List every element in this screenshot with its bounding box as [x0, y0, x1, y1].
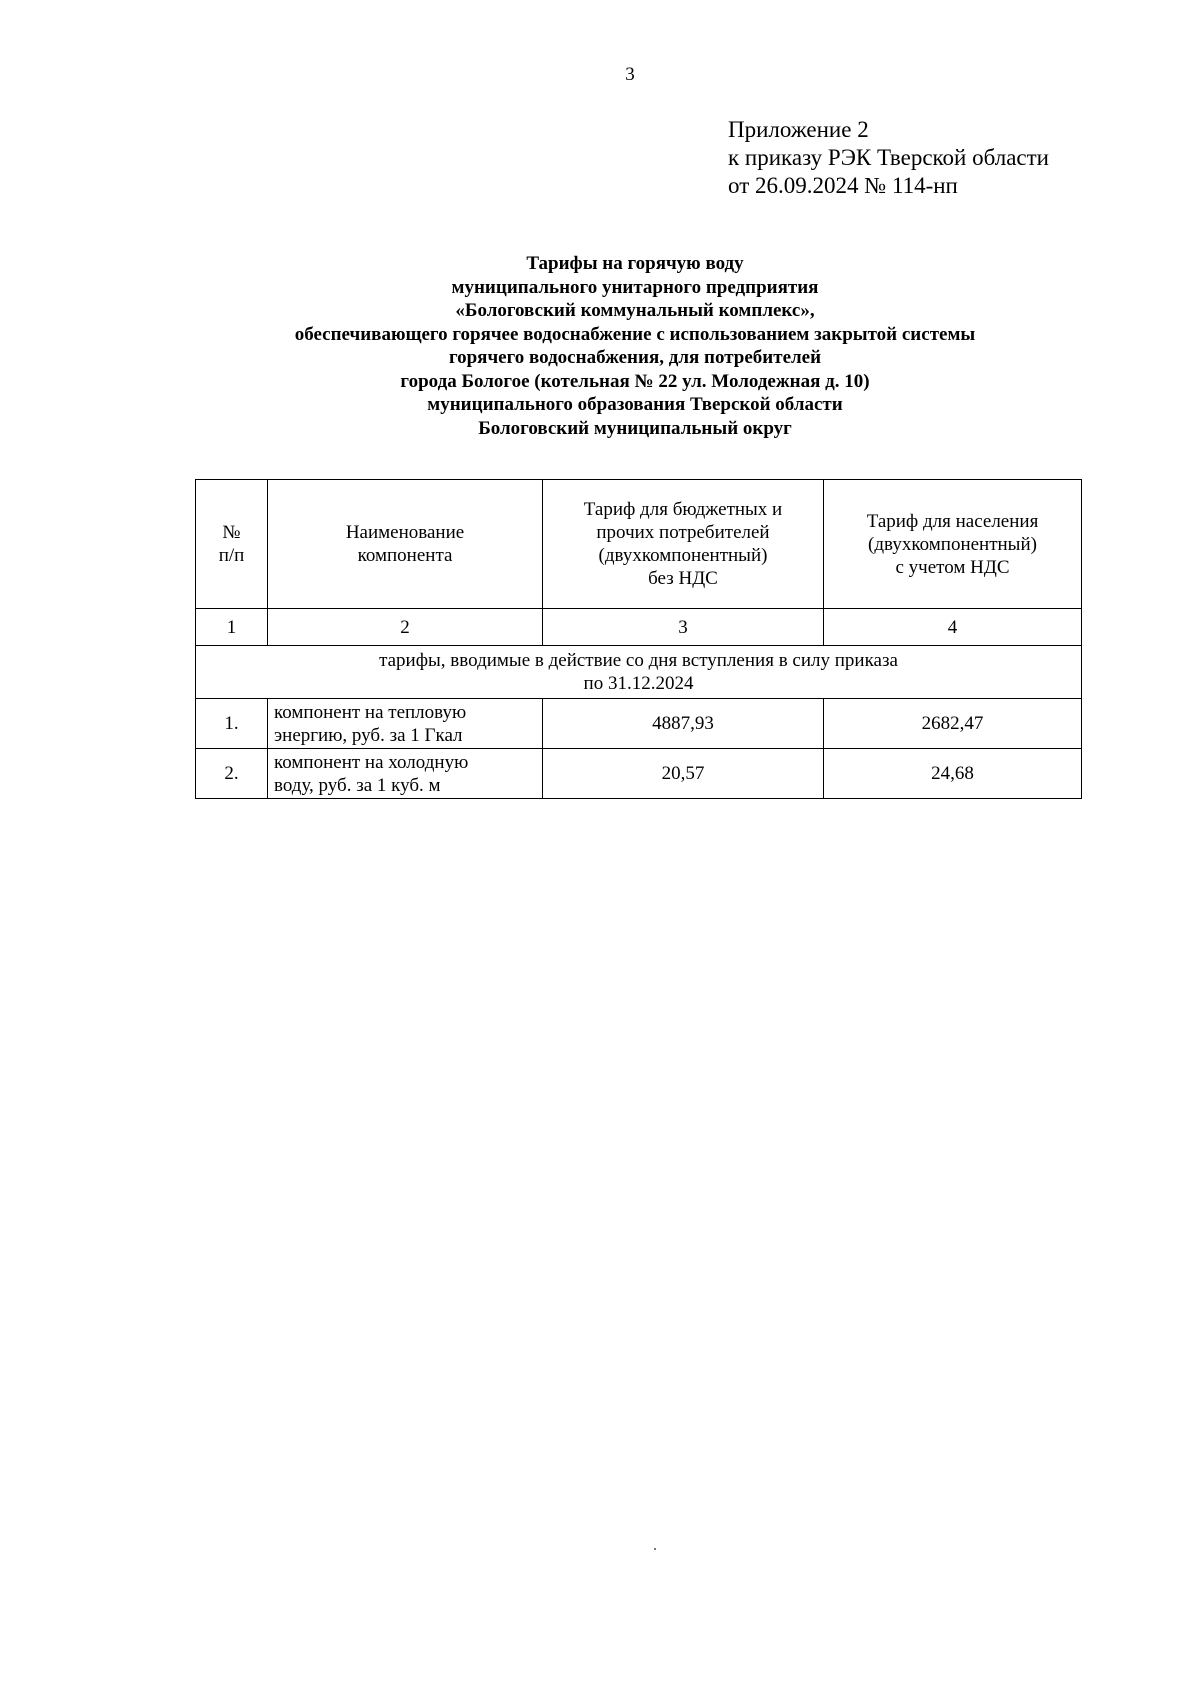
tariff-budget-value: 4887,93 — [543, 699, 824, 749]
header-num — [196, 480, 268, 609]
tariff-population-value: 2682,47 — [824, 699, 1082, 749]
header-text: Наименование — [345, 522, 465, 543]
header-text: с учетом НДС — [895, 556, 1010, 578]
component-name-text: энергию, руб. за 1 Гкал — [274, 724, 463, 746]
section-text: по 31.12.2024 — [583, 673, 694, 694]
column-number: 4 — [824, 609, 1082, 646]
component-name-text: компонент на тепловую — [274, 701, 467, 723]
column-number: 3 — [543, 609, 824, 646]
component-name — [268, 699, 543, 749]
component-name-text: воду, руб. за 1 куб. м — [274, 774, 441, 796]
column-number-row — [196, 609, 1082, 646]
header-name — [268, 480, 543, 609]
section-row — [196, 646, 1082, 699]
title-line: муниципального образования Тверской области — [427, 394, 843, 415]
document-title — [140, 252, 1130, 440]
section-text: тарифы, вводимые в действие со дня вступления в силу приказа — [379, 650, 898, 671]
header-tariff-population — [824, 480, 1082, 609]
tariff-table — [195, 479, 1082, 799]
appendix-reference — [728, 116, 1049, 200]
title-line: Бологовский муниципальный округ — [478, 417, 792, 439]
row-number: 2. — [196, 749, 268, 799]
component-name — [268, 749, 543, 799]
header-text: Тариф для населения — [866, 510, 1039, 532]
tariff-budget-value: 20,57 — [543, 749, 824, 799]
column-number: 1 — [196, 609, 268, 646]
tariff-population-value: 24,68 — [824, 749, 1082, 799]
appendix-line: Приложение 2 — [728, 117, 869, 142]
scan-artifact-dot — [654, 1548, 656, 1550]
page-number: 3 — [625, 64, 635, 85]
title-line: города Бологое (котельная № 22 ул. Молодежная д. 10) — [400, 370, 870, 392]
header-text: (двухкомпонентный) — [598, 545, 768, 566]
header-tariff-budget — [543, 480, 824, 609]
header-text: Тариф для бюджетных и — [583, 499, 783, 520]
header-text: № — [222, 522, 241, 543]
header-text: п/п — [218, 545, 245, 566]
column-number: 2 — [268, 609, 543, 646]
component-name-text: компонент на холодную — [274, 751, 469, 773]
appendix-line: от 26.09.2024 № 114-нп — [728, 173, 958, 198]
title-line: Тарифы на горячую воду — [526, 253, 744, 274]
title-line: муниципального унитарного предприятия — [451, 276, 819, 298]
header-text: (двухкомпонентный) — [868, 533, 1037, 555]
table-header-row — [196, 480, 1082, 609]
section-heading — [196, 646, 1082, 699]
appendix-line: к приказу РЭК Тверской области — [728, 145, 1049, 170]
header-text: компонента — [357, 545, 453, 566]
title-line: «Бологовский коммунальный комплекс», — [455, 300, 815, 321]
table-row — [196, 749, 1082, 799]
title-line: горячего водоснабжения, для потребителей — [448, 347, 822, 368]
title-line: обеспечивающего горячее водоснабжение с использованием закрытой системы — [294, 323, 976, 345]
header-text: без НДС — [648, 568, 718, 589]
row-number: 1. — [196, 699, 268, 749]
table-row — [196, 699, 1082, 749]
header-text: прочих потребителей — [596, 522, 770, 543]
